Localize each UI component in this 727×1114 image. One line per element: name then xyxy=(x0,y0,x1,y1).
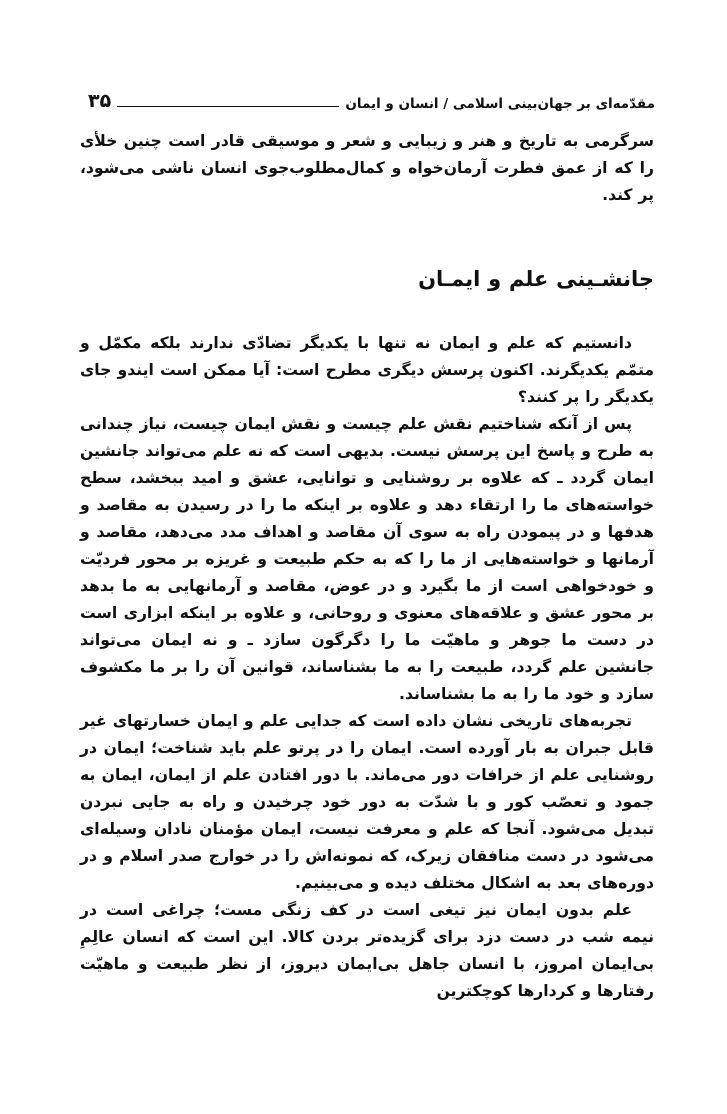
page-body xyxy=(80,128,654,1005)
section-heading: جانشـینی علم و ایمـان xyxy=(418,267,654,291)
header-rule xyxy=(117,106,339,107)
paragraph-3: تجربه‌های تاریخی نشان داده است که جدایی علم و ایمان خسارتهای غیر قابل جبران به بار آورده است. ایمان را در پرتو علم باید شناخت؛ ایمان در روشنایی علم از خرافات دور می‌ماند. با دور افتادن علم از ایمان، ایمان به جمود و تعصّب کور و با شدّت به دور خود چرخیدن و راه به جایی نبردن تبدیل می‌شود. آنجا که علم و معرفت نیست، ایمان مؤمنان نادان وسیله‌ای می‌شود در دست منافقان زیرک، که نمونه‌اش را در خوارج صدر اسلام و در دوره‌های بعد به اشکال مختلف دیده و می‌بینیم. xyxy=(80,712,654,892)
running-title: مقدّمه‌ای بر جهان‌بینی اسلامی / انسان و ایمان xyxy=(345,96,655,112)
page-header xyxy=(88,84,655,112)
page-number: ۳۵ xyxy=(88,90,112,112)
paragraph-2: پس از آنکه شناختیم نقش علم چیست و نقش ایمان چیست، نیاز چندانی به طرح و پاسخ این پرسش نیست. بدیهی است که نه علم می‌تواند جانشین ایمان گردد ـ که علاوه بر روشنایی و توانایی، عشق و امید ببخشد، سطح خواسته‌های ما را ارتقاء دهد و علاوه بر اینکه ما را در رسیدن به مقاصد و هدفها و در پیمودن راه به سوی آن مقاصد و اهداف مدد می‌دهد، مقاصد و آرمانها و خواسته‌هایی از ما را که به حکم طبیعت و غریزه بر محور فردیّت و خودخواهی است از ما بگیرد و در عوض، مقاصد و آرمانهایی به ما بدهد بر محور عشق و علاقه‌های معنوی و روحانی، و علاوه بر اینکه ابزاری است در دست ما جوهر و ماهیّت ما را دگرگون سازد ـ و نه ایمان می‌تواند جانشین علم گردد، طبیعت را به ما بشناساند، قوانین آن را بر ما مکشوف سازد و خود ما را به ما بشناساند. xyxy=(80,415,654,703)
continuation-paragraph: سرگرمی به تاریخ و هنر و زیبایی و شعر و موسیقی قادر است چنین خلأی را که از عمق فطرت آرمان‌خواه و کمال‌مطلوب‌جوی انسان ناشی می‌شود، پر کند. xyxy=(80,132,654,204)
paragraph-4: علم بدون ایمان نیز تیغی است در کف زنگی مست؛ چراغی است در نیمه شب در دست دزد برای گزیده‌تر بردن کالا. این است که انسان عالِمِ بی‌ایمان امروز، با انسان جاهل بی‌ایمان دیروز، از نظر طبیعت و ماهیّت رفتارها و کردارها کوچکترین xyxy=(80,901,654,1000)
paragraph-1: دانستیم که علم و ایمان نه تنها با یکدیگر تضادّی ندارند بلکه مکمّل و متمّم یکدیگرند. اکنون پرسش دیگری مطرح است: آیا ممکن است ایندو جای یکدیگر را پر کنند؟ xyxy=(80,334,654,406)
